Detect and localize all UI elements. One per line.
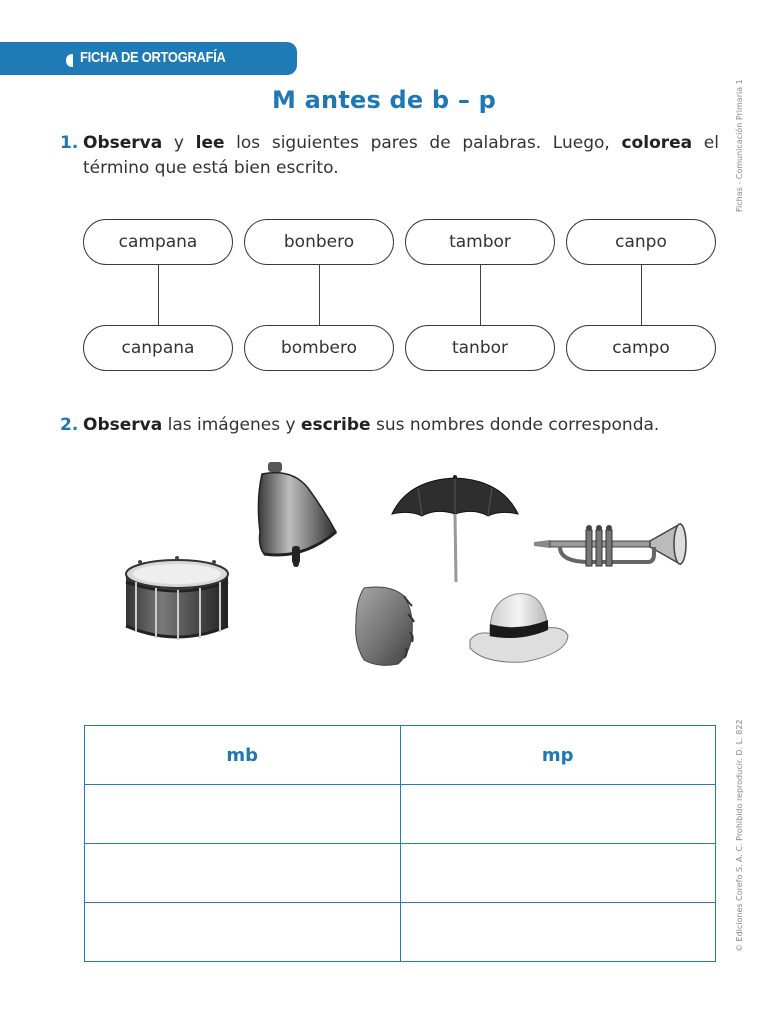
answer-cell-mb-3[interactable] bbox=[85, 903, 401, 962]
answer-cell-mb-2[interactable] bbox=[85, 844, 401, 903]
umbrella-image bbox=[388, 474, 522, 586]
answer-cell-mb-1[interactable] bbox=[85, 785, 401, 844]
table-row bbox=[85, 844, 716, 903]
word-pill-pair1-bottom[interactable]: canpana bbox=[83, 325, 233, 371]
drum-image bbox=[118, 548, 236, 648]
answer-cell-mp-1[interactable] bbox=[400, 785, 716, 844]
table-header-row bbox=[85, 726, 716, 785]
word-pill-pair4-top[interactable]: canpo bbox=[566, 219, 716, 265]
word-pill-pair4-bottom[interactable]: campo bbox=[566, 325, 716, 371]
pair4-connector bbox=[641, 265, 642, 325]
column-header-mb: mb bbox=[85, 726, 401, 785]
word-pill-pair3-bottom[interactable]: tanbor bbox=[405, 325, 555, 371]
q1-word-lee: lee bbox=[195, 133, 225, 153]
side-credit-bottom: © Ediciones Corefo S. A. C. Prohibido reproducir. D. L. 822 bbox=[735, 719, 744, 952]
q1-text-2: los siguientes pares de palabras. Luego, bbox=[224, 133, 622, 153]
question-2-number: 2. bbox=[60, 415, 79, 435]
table-row bbox=[85, 785, 716, 844]
empanada-image bbox=[350, 584, 418, 668]
q2-text-2: sus nombres donde corresponda. bbox=[370, 415, 660, 435]
q1-text-3: el término que está bien escrito. bbox=[83, 133, 719, 178]
q1-word-observa: Observa bbox=[83, 133, 163, 153]
answer-table bbox=[84, 725, 716, 962]
q1-text-1: y bbox=[162, 133, 196, 153]
word-pill-pair3-top[interactable]: tambor bbox=[405, 219, 555, 265]
header-tab-icon bbox=[66, 54, 73, 67]
pair2-connector bbox=[319, 265, 320, 325]
section-header-label: FICHA DE ORTOGRAFÍA bbox=[80, 49, 226, 66]
pair1-connector bbox=[158, 265, 159, 325]
answer-cell-mp-2[interactable] bbox=[400, 844, 716, 903]
q1-word-colorea: colorea bbox=[621, 133, 693, 153]
question-2-text bbox=[83, 413, 659, 438]
trumpet-image bbox=[530, 518, 692, 578]
page-title: M antes de b – p bbox=[272, 86, 496, 114]
side-credit-top: Fichas - Comunicación Primaria 1 bbox=[735, 79, 744, 212]
answer-cell-mp-3[interactable] bbox=[400, 903, 716, 962]
question-1-number: 1. bbox=[60, 133, 79, 153]
bell-image bbox=[254, 460, 340, 568]
pair3-connector bbox=[480, 265, 481, 325]
question-1-text bbox=[83, 131, 719, 181]
q2-word-observa: Observa bbox=[83, 415, 163, 435]
word-pill-pair1-top[interactable]: campana bbox=[83, 219, 233, 265]
table-row bbox=[85, 903, 716, 962]
section-header-bar bbox=[0, 42, 297, 75]
word-pill-pair2-top[interactable]: bonbero bbox=[244, 219, 394, 265]
word-pill-pair2-bottom[interactable]: bombero bbox=[244, 325, 394, 371]
column-header-mp: mp bbox=[400, 726, 716, 785]
hat-image bbox=[468, 588, 570, 664]
q2-word-escribe: escribe bbox=[300, 415, 371, 435]
q2-text-1: las imágenes y bbox=[162, 415, 301, 435]
